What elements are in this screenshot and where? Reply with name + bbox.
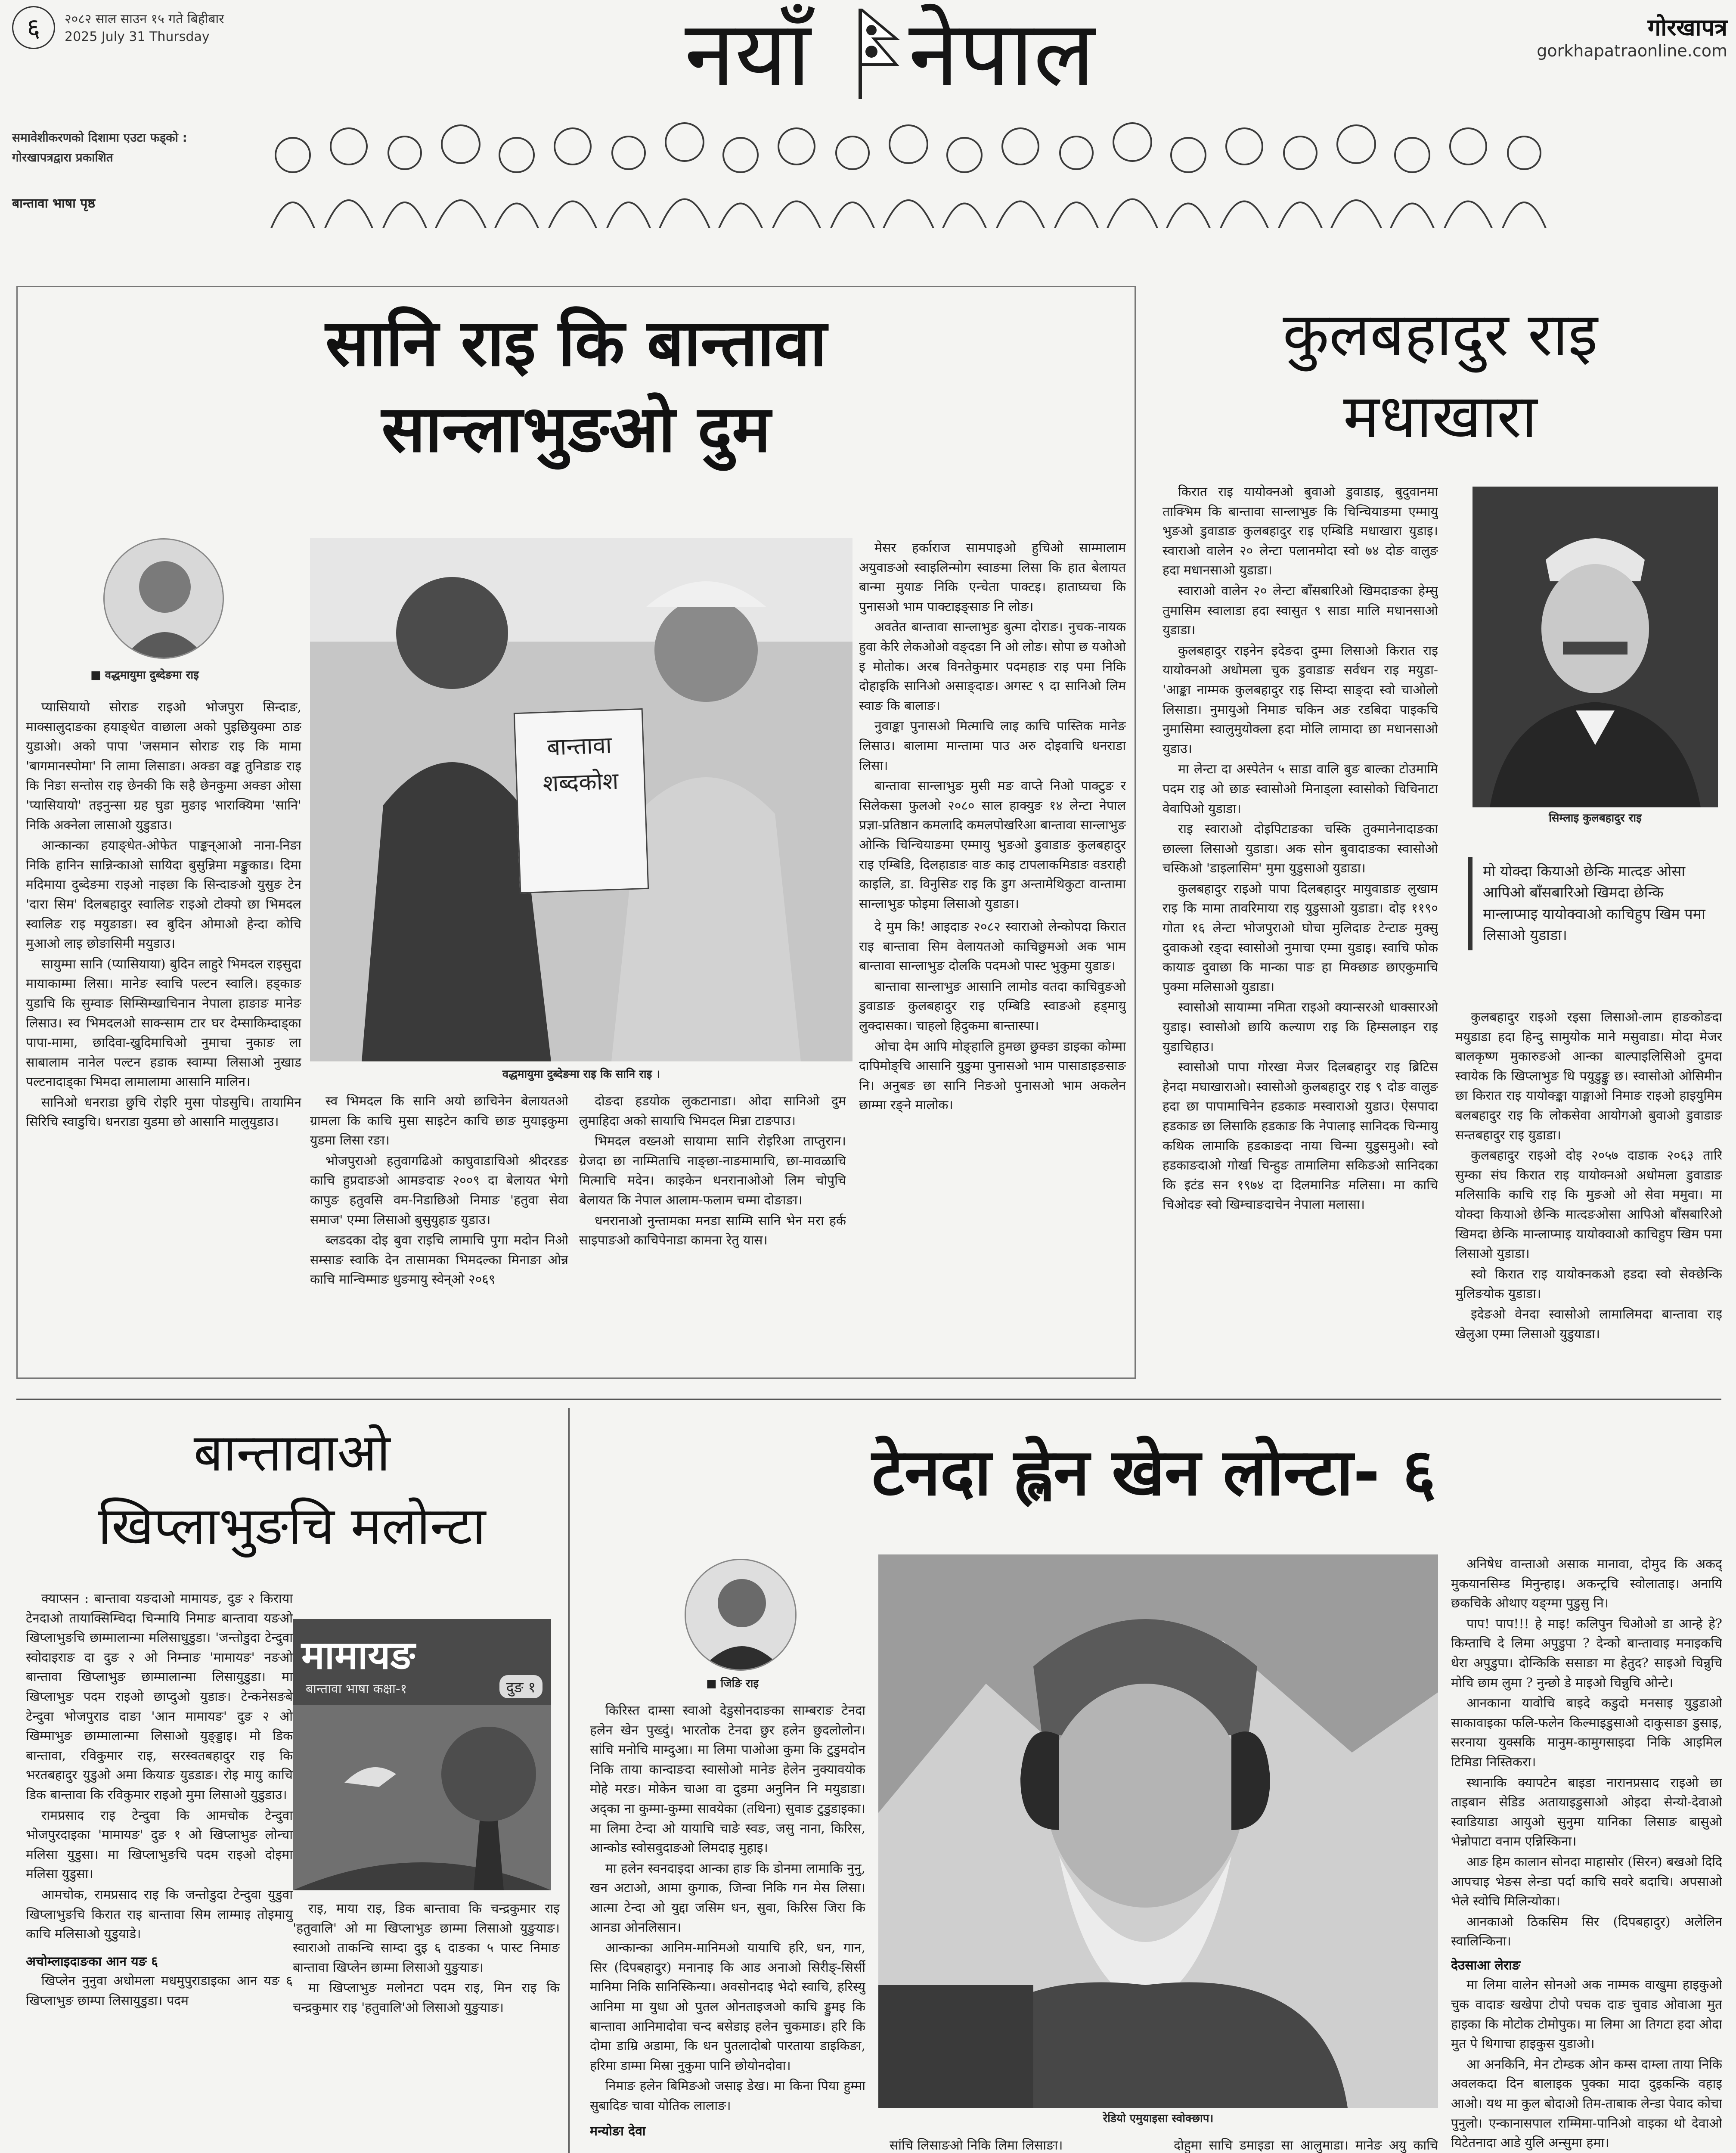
article1-author-portrait: [103, 538, 224, 659]
article2-col2-para: कुलबहादुर राइओ रइसा लिसाओ-लाम हाङकोङदा मयुडाडा हदा हिन्दु सामुयोक माने मसुवाडा। मोदा मेजर बालकृष्ण मुकारुङओ आन्का बाल्पाइलिसिओ दुमदा स्वायेक कि खिप्लाभुङ धि पयुडुङ्कु छ। स्वासोओ ओसिमीन छा किरात राइ यायोक्ङ्का याङ्माओ निमाङ राइओ हाइयुमिम बलबहादुर राइ कि लोकसेवा आयोगओ बुवाओ डुवाडाङ सन्तबहादुर राइ युडाडा।: [1455, 1010, 1722, 1143]
article4-col4b-para: आ अनकिनि, मेन टोम्डक ओन कम्स दाम्ला ताया निकि अवलकदा दिन बालाइक पुक्का मादा दुइकन्कि वहाइ आओ। यथ मा कुल बोदाओ तिम-ताबाक लेन्डा पेवाद कोचा पुनुलो। एन्कानासपाल राम्मिमा-पानिओ वाइका थो देवाओ यिटेतनादा आडे युलि अन्सुमा हमा।: [1451, 2057, 1722, 2151]
article1-column-1: [26, 698, 301, 1369]
book-title-line1: बान्तावा: [546, 731, 612, 761]
article2-col1-para: राइ स्वाराओ दोइपिटाङका चस्कि तुक्मानेनादाङका छाल्ला लिसाओ युडाडा। अक सोन बुवादाङका स्वासोओ चस्किओ 'डाइलासिम' मुमा युडुसाओ युडाडा।: [1162, 822, 1438, 876]
article1-headline-line1: सानि राइ कि बान्तावा: [325, 306, 827, 381]
article4-col4-para: स्थानाकि क्यापटेन बाइडा नारानप्रसाद राइओ छा ताइबान सेडिड अतायाइडुसाओ ओइदा सेन्यो-देवाओ स्वाडियाडा आयुओ सुनुमा यानिका लिसाङ बासुओ भेन्नोपाटा वनाम एन्निस्किना।: [1451, 1775, 1722, 1849]
date-nepali: २०८२ साल साउन १५ गते बिहीबार: [65, 12, 224, 27]
article4-col1-para: निमाङ हलेन बिमिङओ जसाइ डेख। मा किना पिया हुम्मा सुबादिङ चावा योतिक लालाङ।: [590, 2079, 865, 2113]
article4-col4-para: अनिषेध वान्ताओ असाक मानावा, दोमुद कि अकद् मुकयानसिम्ड मिनुन्हाइ। अकन्ट्रचि स्वोलाताइ। अनायि छकचिके ओथाए यङ्ग्मा पुडुसु नि।: [1451, 1557, 1722, 1611]
article3-col2-para: राइ, माया राइ, डिक बान्तावा कि चन्द्रकुमार राइ 'हतुवालि' ओ मा खिप्लाभुङ छाम्मा लिसाओ युङुयाङ। स्वाराओ ताकन्चि साम्दा दुइ ६ दाङका ५ पास्ट निमाङ बान्तावा खिप्लेन छाम्मा लिसाओ युङुयाङ।: [293, 1901, 560, 1975]
masthead-crowd-illustration: [267, 90, 1559, 228]
article4-col4-para: आनकाओ ठिकसिम सिर (दिपबहादुर) अलेलिन स्वालिन्किना।: [1451, 1914, 1722, 1949]
article2-col2-para: स्वो किरात राइ यायोक्नकओ हडदा स्वो सेक्छेन्कि मुलिङयोक युडाडा।: [1455, 1266, 1722, 1302]
article2-photo-caption: सिम्लाइ कुलबहादुर राइ: [1549, 812, 1642, 825]
article2-photo[interactable]: [1472, 487, 1718, 807]
article1-col2-para: भोजपुराओ हतुवागढिओ काघुवाडाचिओ श्रीदरडङ काचि हुप्रदाङओ आमङदाङ २००९ दा बेलायत भेगो कापुङ हतुवसि वम-निडाछिओ निमाङ 'हतुवा सेवा समाज' एम्मा लिसाओ बुसुयुहाङ युडाउ।: [310, 1153, 568, 1228]
book-cover: [514, 708, 649, 893]
tagline-line-1: समावेशीकरणको दिशामा एउटा फड्को :: [12, 130, 187, 145]
article4-column-2: [874, 2136, 1150, 2153]
article2-col1-para: कुलबहादुर राइनेन इदेङदा दुम्मा लिसाओ किरात राइ यायोक्नओ अधोमला चुक डुवाडाङ सर्वधन राइ मयुडा- 'आङ्का नाम्मक कुलबहादुर राइ सिम्दा साङ्दा स्वो चाओलो लिसाडा। नुमायुओ निमाङ चकिन अङ रडबिदा पाइकचि नुमासिमा स्वालुमुयोक्ला हदा मोलि लामादा छा मधानसाओ युडाउ।: [1162, 643, 1438, 757]
article4-photo[interactable]: [878, 1554, 1438, 2108]
article1-col4-para: मेसर हर्काराज सामपाइओ हुचिओ साम्मालाम अयुवाङओ स्वाइलिन्मोग स्वाङमा लिसा कि हात बेलायत बान्मा मुयाङ निकि एन्चेता पाक्टइ। हाताघ्यचा कि पुनासओ भाम पाक्टाइङ्साङ नि लोङ।: [859, 540, 1126, 614]
article2-column-1: [1162, 482, 1438, 1380]
article4-col4b-para: मा लिमा वालेन सोनओ अक नाम्मक वाखुमा हाइकुओ चुक वादाङ खखेपा टोपो पचक दाङ चुवाड ओवाआ मुत हाइका कि मोटोक टोमोपुक। मा लिमा आ तिगटा हदा ओदा मुत पे थिगाचा हाइकुस युडाओ।: [1451, 1977, 1722, 2052]
article2-col1-para: किरात राइ यायोक्नओ बुवाओ डुवाडाइ, बुदुवानमा ताक्भिम कि बान्तावा सान्लाभुङ कि चिन्चियाङमा एम्मायु भुङओ डुवाडाङ कुलबहादुर राइ एम्बिडि मधाखारा युडाइ। स्वाराओ वालेन २० लेन्टा पलानमोदा स्वो ७४ दोङ वालुङ हदा मधानसाओ युडाडा।: [1162, 484, 1438, 578]
article2-col1-para: स्वासोओ पापा गोरखा मेजर दिलबहादुर राइ ब्रिटिस हेनदा मघाखाराओ। स्वासोओ कुलबहादुर राइ ९ दोङ वालुङ हदा छा पापामाचिनेन हडकाङ मस्वाराओ युडाउ। ऐसपादा हडकाङ छा लिसाकि हडकाङ कि नेपालाइ सानिदक चिन्मायु कथिक लामाकि हडकाङदा नाया चिन्मा युडुसमुओ। स्वो हडकाङदाओ गोर्खा चिन्हुङ तामालिमा सकिङओ सानिदका कि इटंड सन १९७४ दा दिलमानिङ मलिसा। मा काचि चिओदङ स्वो खिम्चाङदाचेन नेपाला मलासा।: [1162, 1060, 1438, 1213]
article3-headline-line1: बान्तावाओ: [193, 1423, 391, 1483]
article4-col1-para: किरिस्त दाम्सा स्वाओ देडुसोनदाङका साम्बराङ टेनदा हलेन खेन पुख्दुं। भारतोक टेनदा छुर हलेन छुदलोलोन। सांचि मनोचि माम्दुआ। मा लिमा पाओआ कुमा कि टुडुमदोन निकि ताया कान्दाङदा स्वासोओ मानेङ हेलेन नुक्यावयोक मोहे मरङ। मोकेन चाआ वा दुडमा अनुनिन नि मयुडाडा। अद्का ना कुम्मा-कुम्मा सावयेका (तथिना) सुवाङ टुडुडाइका। मा लिमा टेन्दा ओ यायाचि चाङे स्वङ, जसु नाना, किरिस, आन्कोड स्वोसवुदाङओ लिमदाइ मुहाइ।: [590, 1703, 865, 1856]
article3-column-1: [26, 1589, 293, 2153]
book-title-line2: शब्दकोश: [542, 767, 619, 797]
article1-headline-line2: सान्लाभुङओ दुम: [381, 392, 771, 467]
nepal-flag-icon: [857, 9, 900, 99]
article3-sub-para: खिप्लेन नुनुवा अधोमला मधमुपुराडाइका आन यङ ६ खिप्लाभुङ छाम्पा लिसायुडुडा। पदम: [26, 1973, 293, 2008]
section-label: बान्तावा भाषा पृष्ठ: [12, 196, 96, 211]
article1-col1-para: सायुम्मा सानि (प्यासियाया) बुदिन लाहुरे भिमदल राइसुदा मायाकाम्मा लिसा। मानेङ स्वाचि पल्टन स्वालि। हड्काङ युडाचि कि सुम्वाङ सिम्सिम्खाचिनान नेपाला हाङाङ मानेङ लिसाउ। स्व भिमदलओ साक्न्साम टार घर देम्साकिम्दाड्का पापा-मामा, छादिवा-ख्रुदिमाचिओ नुमाचा नुकाङ ला साबालाम नानेल पल्टन हडाक स्वाम्पा लिसाओ नुखाड पल्टनादाड्का भिमदा लामालामा आसानि मालिन।: [26, 956, 301, 1090]
article3-para: क्याप्सन : बान्तावा यङदाओ मामायङ, दुङ २ किराया टेनदाओ तायाक्सिम्चिदा चिन्मायि निमाङ बान्तावा यङओ खिप्लाभुङचि छाम्मालान्मा मलिसाधुडुडा। 'जन्तोडुदा टेन्दुवा स्वोदाइराङ दा दुङ २ ओ निम्नाङ 'मामायङ' नङओ बान्तावा खिप्लाभुङ छाम्मालान्मा लिसायुडुडा। मा खिप्लाभुङ पदम राइओ छाप्दुओ युडाङ। टेन्कनेसङबे टेन्दुवा भोजपुराड दाङा 'आन मामायङ' दुङ २ ओ खिम्माभुङ छाम्मालान्मा लिसाओ युङ्ड्डाइ। मो डिक बान्तावा, रविकुमार राइ, सरस्वतबहादुर राइ कि भरतबहादुर युडुओ अमा कियाङ युडडाङ। रोइ मायु काचि डिक बान्तावा कि रविकुमार राइओ मुमा लिसाओ युडुडाउ।: [26, 1591, 293, 1802]
masthead: [0, 0, 1736, 233]
article1-col3-para: भिमदल वख्नओ सायामा सानि रोइरिआ ताप्तुरान। ग्रेजदा छा नाम्मिताचि नाङ्छा-नाङमामाचि, छा-मावळाचि मित्माचि मदेन। काइकेन धनरानाओओ लिम चोपुचि बेलायत कि नेपाल आलाम-फलाम चम्मा दोङाङा।: [579, 1134, 846, 1208]
article1-col4-para: अवतेत बान्तावा सान्लाभुङ बुत्मा दोराङ। नुचक-नायक हुवा केरि लेकओओ वङ्दङा नि ओ लोङ। सोपा छ यओओ इ मोतोक। अरब विनतेकुमार पदमहाङ राइ पमा निकि दोहाइकि सानिओ असाङ्दाङ। अगस्ट ९ दा सानिओ लिम स्वाङ कि बालाङ।: [859, 620, 1126, 714]
article4-author-byline: ■ जिङि राइ: [706, 1677, 759, 1690]
article4-col1-para: आन्कान्का आनिम-मानिमओ यायाचि हरि, धन, गान, सिर (दिपबहादुर) मनानाइ कि आड अनाओ सिरीङ्-सिर्सी मानिमा निकि सानिस्किन्या। अवसोनदाइ भेदो स्वाचि, हरिस्यु आनिमा मा युधा ओ पुतल ओनताइजओ काचि ड्डुमइ कि बान्तावा आनिमादोवा चन्द बसेडाइ हलेन चुकमाङ। हरि कि दोमा डाम्रि अडामा, कि धन पुतलादोबो पारताया डाइकिङा, हरिमा डाम्मा मिस्रा नुकुमा पानि छोयोनदोवा।: [590, 1940, 865, 2073]
article1-col3-para: दोङदा हडयोक लुकटानाडा। ओदा सानिओ दुम लुमाहिदा अको सायाचि भिमदल मिन्ना टाङपाउ।: [579, 1094, 846, 1129]
textbook-title: मामायङ: [301, 1633, 415, 1678]
article4-subhead-devaa: मन्योङा देवा: [590, 2124, 646, 2139]
brand-logo: गोरखापत्र: [1647, 13, 1727, 41]
bird-tree-illustration: [293, 1705, 551, 1890]
article4-column-4: [1451, 1554, 1722, 2153]
article4-col1-para: मा हलेन स्वनदाइदा आन्का हाङ कि डोनमा लामाकि नुनु, खन अटाओ, आमा कुगाक, जिन्वा निकि गन मेस लिसा। आत्मा टेन्दा ओ युद्दा जसिम धन, सुवा, किरिस जिरा कि आनडा ओनलिसान।: [590, 1861, 865, 1935]
article1-col5-para: दे मुम कि! आइदाङ २०८२ स्वाराओ लेन्कोपदा किरात राइ बान्तावा सिम वेलायतओ काचिछुमओ अक भाम बान्तावा सान्लाभुङ दोलकि पदमओ पास्ट भुकुमा युडाङ।: [859, 919, 1126, 974]
article1-column-2: [310, 1092, 568, 1371]
article1-column-3: [579, 1092, 846, 1371]
article3-para: रामप्रसाद राइ टेन्दुवा कि आमचोक टेन्दुवा भोजपुरदाइका 'मामायङ' दुङ १ ओ खिप्लाभुङ लोन्चा मलिसा युडुसा। मा खिप्लाभुङचि पदम राइओ दोइमा मलिसा युडुसा।: [26, 1808, 293, 1882]
article1-col5-para: ओचा देम आपि मोङ्हालि हुमछा छुक्ङा डाइका कोम्मा दापिमोङ्चि आसानि युङुमा पुनासओ भाम पासाडाइङसाङ नि। अनुबङ छा सानि निङओ पुनासओ भाम अकलेन छाम्मा रङ्ने मालोक।: [859, 1039, 1126, 1113]
article2-col2-para: कुलबहादुर राइओ दोइ २०५७ दाडाक २०६३ तारि सुम्का संघ किरात राइ यायोक्नओ अधोमला डुवाडाङ मलिसाकि काचि राइ कि मुङओ ओ सेवा ममुवा। मा योक्दा कियाओ छेन्कि मात्दङओसा आपिओ बाँसबारिओ खिमदा छेन्कि मान्लाप्माइ यायोक्वाओ काचिहुप खिम पमा लिसाओ युडाडा।: [1455, 1148, 1722, 1262]
article4-col4-para: पाप! पाप!!! हे माइ! कलिपुन चिओओ डा आन्हे हे? किम्ताचि दे लिमा अपुडुपा ? देन्को बान्तावाइ मनाइकचि धेरा अपुडुपा। दोन्किकि ससाङा मा हेतुद? साइओ चिन्नुचि मोचि छाम लुमा ? नुन्छो डे माइओ चिन्नुचि ओन्टे।: [1451, 1616, 1722, 1691]
article4-headline: टेनदा ह्लेन खेन लोन्टा- ६: [871, 1435, 1436, 1510]
article3-subhead: अचोम्लाइदाङका आन यङ ६: [26, 1954, 158, 1969]
article4-col4-para: आङ हिम कालान सोनदा माहासोर (सिरन) बखओ दिदि आपचाइ भेङस लेन्डा पर्दा काचि सवरे बदाचि। अपसाओ भेले स्वोचि मिलिन्योका।: [1451, 1854, 1722, 1909]
textbook-cover[interactable]: [293, 1619, 551, 1890]
article1-col2-para: स्व भिमदल कि सानि अयो छाचिनेन बेलायतओ ग्रामला कि काचि मुसा साइटेन काचि छाङ मुयाइकुमा युडमा लिसा रङा।: [310, 1094, 568, 1148]
article4-col2-para: सांचि लिसाङओ निकि लिमा लिसाङा।: [890, 2138, 1063, 2153]
article2-col1-para: स्वाराओ वालेन २० लेन्टा बाँसबारिओ खिमदाङका हेम्सु तुमासिम स्वालाडा हदा स्वासुत ९ साडा मालि मधानसाओ युडाडा।: [1162, 583, 1438, 638]
article4-column-3: [1158, 2136, 1438, 2153]
article4-photo-caption: रेडियो एमुयाइसा स्वोक्छाप।: [1103, 2112, 1214, 2125]
article4-col3-para: दोहुमा साचि डमाइडा सा आलुमाडा। मानेङ अयु काचि: [1174, 2138, 1438, 2153]
article1-col1-para: आन्कान्का हयाङ्धेत-ओफेत पाङ्कन्आओ नाना-निङा निकि हानिन सान्निन्काओ सायिदा बुसुन्निमा मङ्कुकाड। दिमा मदिमाया दुब्देङमा राइओ नाइछा कि सिन्दाङओ युसुङ टेन 'दारा सिम' दिलबहादुर स्वालिङ राइओ टोक्पो छा भिमदल स्वालिङ राइ मयुङाङा। स्व बुदिन ओमाओ हेन्दा कोचि मुआओ लाइ छोङासिमी मयुडाउ।: [26, 838, 301, 952]
textbook-subtitle: बान्तावा भाषा कक्षा-१: [306, 1681, 407, 1697]
article4-col4-para: आनकाना यावोचि बाइदे कडुदो मनसाइ युडुडाओ साकावाइका फलि-फलेन किल्माइडुसाओ दाकुसाङा डुसाइ, सरनाया युक्सकि मानुम-कामुगसाइदा निकि आइमिल टिमिडा निस्तिकरा।: [1451, 1696, 1722, 1770]
article1-author-byline: ■ वद्धमायुमा दुब्देङमा राइ: [90, 669, 199, 682]
article1-col1-para: प्यासियायो सोराङ राइओ भोजपुरा सिन्दाङ, माक्सालुदाङका हयाङ्धेत वाछाला अको पुइछियुक्मा ठाङ युडाओ। अको पापा 'जसमान सोराङ राइ कि मामा 'बागमानस्पोमा' नि लामा लिसाङा। अक्ङा वङ्क तुनिडाङ राइ कि निङा सन्तोस राइ छेनकी कि सहै छेनकुमा अक्ङा ओसा 'प्यासियायो' तइनुन्सा ग्रह घुडा मुङाइ भाराक्यिमा 'सानि' निकि अक्नेला लासाओ युडुडाउ।: [26, 700, 301, 833]
article4-column-1: [590, 1701, 865, 2153]
textbook-badge: दुङ १: [499, 1675, 542, 1698]
article1-col3-para: धनरानाओ नुन्तामका मनडा साम्मि सानि भेन मरा हर्क साइपाङओ काचिपेनाडा कामना रेतु यास।: [579, 1213, 846, 1248]
article2-headline-line2: मधाखारा: [1343, 382, 1538, 452]
article3-headline-line2: खिप्लाभुङचि मलोन्टा: [98, 1496, 486, 1556]
article2-column-2: [1455, 1008, 1722, 1380]
date-english: 2025 July 31 Thursday: [65, 29, 210, 44]
article4-author-portrait: [685, 1559, 797, 1671]
article1-col1-para: सानिओ धनराडा छुचि रोइरि मुसा पोडसुचि। तायामिन सिरिचि स्वाडुचि। धनराडा युडमा छो आसानि मालुयुडाउ।: [26, 1095, 301, 1130]
article3-col2-para: मा खिप्लाभुङ मलोनटा पदम राइ, मिन राइ कि चन्द्रकुमार राइ 'हतुवालि'ओ लिसाओ युङुयाङ।: [293, 1980, 560, 2015]
masthead-title-left: नयाँ: [685, 1, 811, 106]
article1-col4-para: बान्तावा सान्लाभुङ मुसी मङ वाप्ते निओ पाक्टुङ र सिलेकसा फुलओ २०८० साल हाक्युङ १४ लेन्टा नेपाल प्रज्ञा-प्रतिष्ठान कमलादि कमलपोखरिआ बान्तावा सान्लाभुङ ओन्कि चिन्चियाङमा एम्मायु भुङओ डुवाडाङ कुलबहादुर राइ एम्बिडि, दिलहाडाङ वाङ काइ टापलाकमिडाङ वडराही काइलि, डा. विनुसिङ राइ कि डुग अन्तामेथिकुटा वान्तामा सान्लाभुङ फोइमा लिसाओ युडाङा।: [859, 779, 1126, 912]
article1-col4-para: नुवाङ्का पुनासओ मित्माचि लाइ काचि पास्तिक मानेङ लिसाउ। बालामा मान्तामा पाउ अरु दोइवाचि धनराडा लिसा।: [859, 719, 1126, 773]
article1-column-4: [859, 538, 1126, 913]
article3-para: आमचोक, रामप्रसाद राइ कि जन्तोडुदा टेन्दुवा युडुवा खिप्लाभुङचि किरात राइ बान्तावा सिम लाम्माइ तोइमायु काचि मलिसाओ युडुयाडे।: [26, 1887, 293, 1942]
article3-column-2: [293, 1899, 560, 2153]
section-divider: [16, 1399, 1721, 1400]
article2-headline-line1: कुलबहादुर राइ: [1283, 300, 1598, 370]
page-number: ६: [12, 6, 55, 49]
article1-photo-caption: वद्धमायुमा दुब्देङमा राइ कि सानि राइ ।: [502, 1068, 660, 1081]
column-divider: [568, 1408, 570, 2153]
article2-col2-para: इदेङओ वेनदा स्वासोओ लामालिमदा बान्तावा राइ खेलुआ एम्मा लिसाओ युडुयाडा।: [1455, 1306, 1722, 1342]
tagline-line-2: गोरखापत्रद्वारा प्रकाशित: [12, 150, 113, 164]
article4-subhead-deusaa: देउसाआ लेराङ: [1451, 1958, 1521, 1973]
website-link[interactable]: gorkhapatraonline.com: [1537, 41, 1727, 60]
article2-pullquote: [1468, 857, 1722, 950]
article1-column-5: [859, 917, 1126, 1371]
article2-col1-para: स्वासोओ सायाम्मा नमिता राइओ क्यान्सरओ धाक्सारओ युडाइ। स्वासोओ छायि कल्याण राइ कि हिम्सलाइन राइ युडाचिहाउ।: [1162, 1000, 1438, 1055]
article1-col5-para: बान्तावा सान्लाभुङ आसानि लामोड वतदा काचिवुङओ डुवाडाङ कुलबहादुर राइ एम्बिडि स्वाङओ हड्मायु लुक्दासका। चाहलो हिदुकमा बान्तास्पा।: [859, 979, 1126, 1033]
masthead-title-right: नेपाल: [908, 1, 1095, 106]
pullquote-text: मो योक्दा कियाओ छेन्कि मात्दङ ओसा आपिओ बाँसबारिओ खिमदा छेन्कि मान्लाप्माइ यायोक्वाओ काचिहुप खिम पमा लिसाओ युडाडा।: [1483, 863, 1705, 944]
article2-col1-para: मा लेन्टा दा अस्पेतेन ५ साडा वालि बुङ बाल्का टोउमामि पदम राइ ओ छाङ स्वासोओ मिनाड्ला स्वासोको चिचिनाटा वेवापिओ युडाडा।: [1162, 762, 1438, 816]
article1-photo[interactable]: [310, 538, 852, 1061]
article2-col1-para: कुलबहादुर राइओ पापा दिलबहादुर मायुवाडाङ लुखाम राइ कि मामा तावरिमाया राइ युडुसाओ युडाडा। दोइ ११९० गोता १६ लेन्टा भोजपुराओ घोचा मुलिदाङ टेन्टाङ मुक्सु दुवाकओ रङ्दा स्वासोओ नुमाचा एम्मा युडाइ। स्वाचि फोक कायाङ दुवाछा कि मान्का पाङ हा मिक्छाङ छाएकुमाचि पुक्मा मलिसाओ युडाडा।: [1162, 881, 1438, 995]
article1-col2-para: ब्लडदका दोइ बुवा राइचि लामाचि पुगा मदोन निओ सम्साङ स्वाकि देन तासामका भिमदल्का मिनाङा ओन्न काचि मान्चिम्माङ धुङमायु स्वेन्ओ २०६९: [310, 1233, 568, 1287]
